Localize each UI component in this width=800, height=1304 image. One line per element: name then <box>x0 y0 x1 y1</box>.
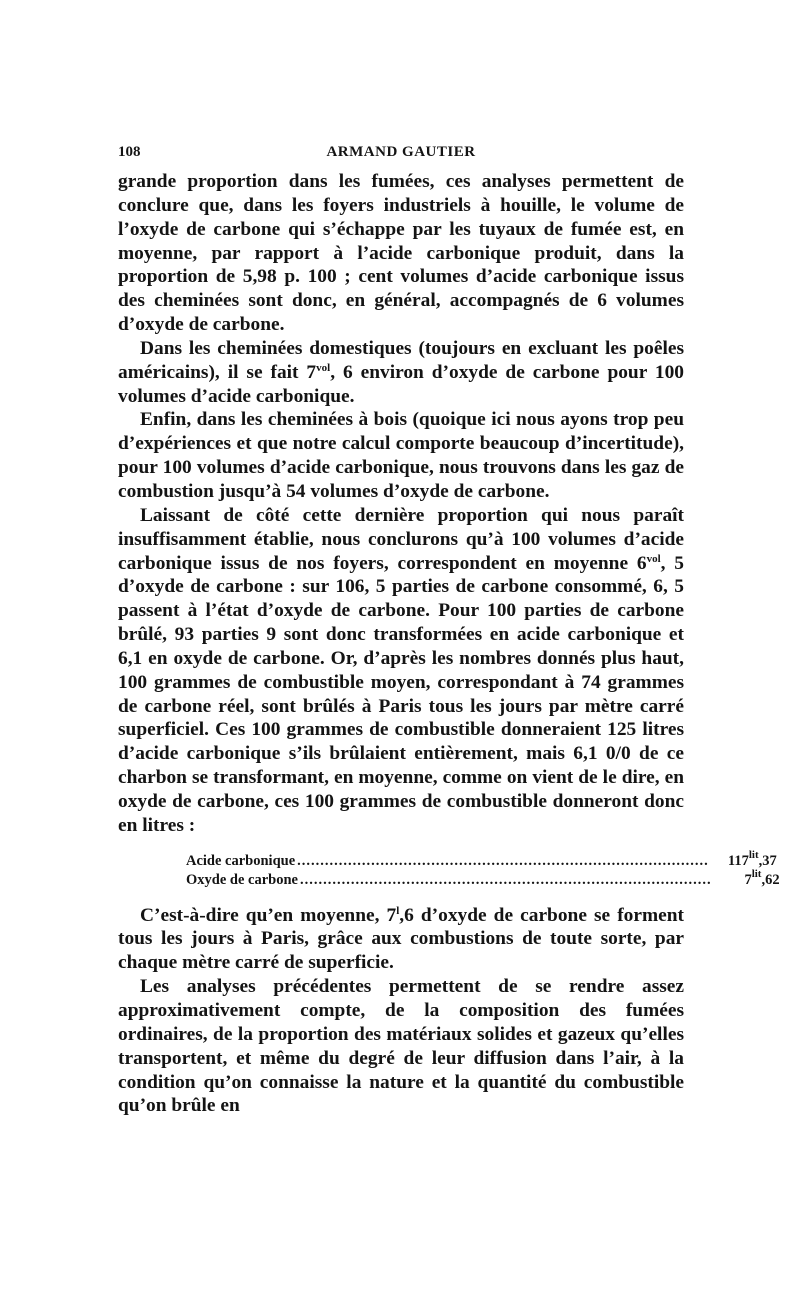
paragraph <box>118 408 684 503</box>
paragraph <box>118 904 684 976</box>
text-span: C’est-à-dire qu’en moyenne, 7 <box>140 904 397 926</box>
dot-leader: ......................................................................................... <box>299 871 712 888</box>
running-head: ARMAND GAUTIER <box>326 144 476 160</box>
table-row-value: $7^{lit},62$ <box>744 867 780 888</box>
text-span: ,6 d’oxyde de carbone se forment tous les jours à Paris, grâce aux combustions de toute sorte, par chaque mètre carré de superficie. <box>118 904 684 974</box>
text-span: , 5 d’oxyde de carbone : sur 106, 5 parties de carbone consommé, 6, 5 passent à l’état d’oxyde de carbone. Pour 100 parties de carbone brûlé, 93 parties 9 sont donc transformées en acide carbonique et 6,1 en oxyde de carbone. Or, d’après les nombres donnés plus haut, 100 grammes de combustible moyen, correspondant à 74 grammes de carbone réel, sont brûlés à Paris tous les jours par mètre carré superficiel. Ces 100 grammes de combustible donneraient 125 litres d’acide carbonique s’ils brûlaient entièrement, mais 6,1 0/0 de ce charbon se transformant, en moyenne, comme on vient de le dire, en oxyde de carbone, ces 100 grammes de combustible donneront donc en litres : <box>118 552 684 836</box>
paragraph <box>118 975 684 1118</box>
superscript: vol <box>316 361 331 374</box>
text-span: Dans les cheminées domestiques (toujours en excluant les poêles américains), il se fait 7 <box>118 337 684 383</box>
text-span: grande proportion dans les fumées, ces analyses permettent de conclure que, dans les foyers industriels à houille, le volume de l’oxyde de carbone qui s’échappe par les tuyaux de fumée est, en moyenne, par rapport à l’acide carbonique produit, dans la proportion de 5,98 p. 100 ; cent volumes d’acide carbonique issus des cheminées sont donc, en général, accompagnés de 6 volumes d’oxyde de carbone. <box>118 171 684 336</box>
superscript: vol <box>646 552 661 565</box>
table-row <box>186 848 777 871</box>
paragraph <box>118 504 684 838</box>
paragraph <box>118 337 684 409</box>
body-text <box>118 170 780 1118</box>
page-header <box>118 140 684 170</box>
text-span: Laissant de côté cette dernière proportion qui nous paraît insuffisamment établie, nous conclurons qu’à 100 volumes d’acide carbonique issus de nos foyers, correspondent en moyenne 6 <box>118 504 684 574</box>
text-span: Les analyses précédentes permettent de se rendre assez approximativement compte, de la composition des fumées ordinaires, de la proportion des matériaux solides et gazeux qu’elles transportent, et même du degré de leur diffusion dans l’air, à la condition qu’on connaisse la nature et la quantité du combustible qu’on brûle en <box>118 976 684 1117</box>
table-row <box>186 867 780 890</box>
paragraph <box>118 170 684 337</box>
dot-leader: ......................................................................................... <box>297 852 709 869</box>
volume-table <box>186 848 780 890</box>
table-row-label: Oxyde de carbone <box>186 871 298 888</box>
text-span: , 6 environ d’oxyde de carbone pour 100 volumes d’acide carbonique. <box>118 361 684 407</box>
table-row-value: $117^{lit},37$ <box>727 848 777 869</box>
page-number: 108 <box>118 144 141 160</box>
superscript: l <box>396 904 400 917</box>
table-row-label: Acide carbonique <box>186 852 296 869</box>
book-page <box>118 140 780 1118</box>
text-span: Enfin, dans les cheminées à bois (quoique ici nous ayons trop peu d’expériences et que notre calcul comporte beaucoup d’incertitude), pour 100 volumes d’acide carbonique, nous trouvons dans les gaz de combustion jusqu’à 54 volumes d’oxyde de carbone. <box>118 409 684 502</box>
